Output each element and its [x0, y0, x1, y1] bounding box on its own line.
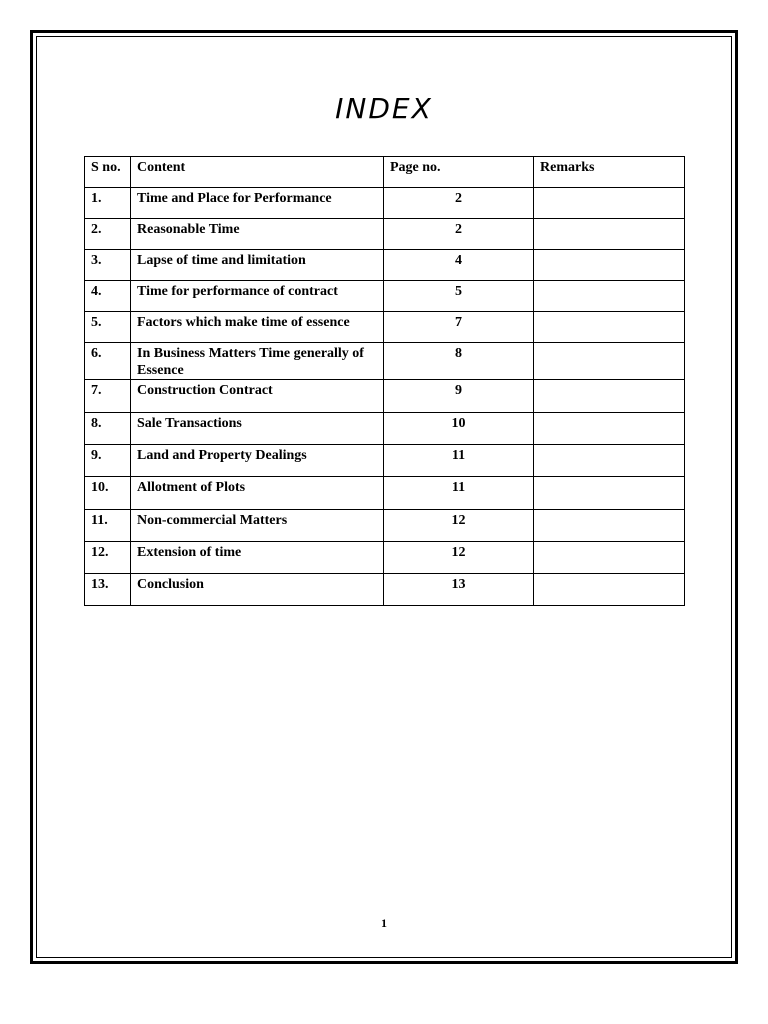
header-remarks: Remarks — [534, 157, 685, 188]
table-header-row — [85, 157, 685, 188]
row-sno: 6. — [85, 343, 131, 380]
row-sno: 2. — [85, 219, 131, 250]
row-page: 8 — [384, 343, 534, 380]
row-page: 10 — [384, 413, 534, 445]
row-sno: 12. — [85, 542, 131, 574]
row-remarks — [534, 219, 685, 250]
row-page: 12 — [384, 542, 534, 574]
row-content: Sale Transactions — [131, 413, 384, 445]
row-content: In Business Matters Time generally of Essence — [131, 343, 384, 380]
row-page: 11 — [384, 477, 534, 510]
row-page: 7 — [384, 312, 534, 343]
table-row — [85, 380, 685, 413]
row-page: 12 — [384, 510, 534, 542]
row-content: Time for performance of contract — [131, 281, 384, 312]
table-body — [85, 188, 685, 606]
row-content: Reasonable Time — [131, 219, 384, 250]
table-row — [85, 250, 685, 281]
table-row — [85, 219, 685, 250]
row-page: 2 — [384, 219, 534, 250]
row-sno: 11. — [85, 510, 131, 542]
row-remarks — [534, 542, 685, 574]
table-row — [85, 510, 685, 542]
header-page: Page no. — [384, 157, 534, 188]
row-content: Extension of time — [131, 542, 384, 574]
row-sno: 5. — [85, 312, 131, 343]
table-row — [85, 281, 685, 312]
row-sno: 3. — [85, 250, 131, 281]
row-page: 11 — [384, 445, 534, 477]
table-row — [85, 312, 685, 343]
row-remarks — [534, 380, 685, 413]
row-remarks — [534, 445, 685, 477]
row-remarks — [534, 574, 685, 606]
table-row — [85, 542, 685, 574]
row-remarks — [534, 250, 685, 281]
row-content: Allotment of Plots — [131, 477, 384, 510]
row-sno: 7. — [85, 380, 131, 413]
header-sno: S no. — [85, 157, 131, 188]
row-remarks — [534, 343, 685, 380]
row-sno: 13. — [85, 574, 131, 606]
index-table — [84, 156, 685, 606]
row-remarks — [534, 188, 685, 219]
row-remarks — [534, 312, 685, 343]
table-row — [85, 445, 685, 477]
page-title: INDEX — [335, 92, 433, 125]
row-sno: 4. — [85, 281, 131, 312]
header-content: Content — [131, 157, 384, 188]
row-page: 2 — [384, 188, 534, 219]
row-sno: 8. — [85, 413, 131, 445]
row-page: 4 — [384, 250, 534, 281]
row-page: 13 — [384, 574, 534, 606]
table-row — [85, 413, 685, 445]
table-row — [85, 477, 685, 510]
row-content: Non-commercial Matters — [131, 510, 384, 542]
row-sno: 10. — [85, 477, 131, 510]
row-page: 9 — [384, 380, 534, 413]
row-content: Lapse of time and limitation — [131, 250, 384, 281]
row-remarks — [534, 413, 685, 445]
row-remarks — [534, 510, 685, 542]
row-content: Conclusion — [131, 574, 384, 606]
table-row — [85, 188, 685, 219]
row-content: Time and Place for Performance — [131, 188, 384, 219]
row-page: 5 — [384, 281, 534, 312]
row-content: Factors which make time of essence — [131, 312, 384, 343]
row-remarks — [534, 477, 685, 510]
row-remarks — [534, 281, 685, 312]
row-sno: 1. — [85, 188, 131, 219]
page-number: 1 — [381, 916, 387, 930]
table-row — [85, 574, 685, 606]
row-content: Land and Property Dealings — [131, 445, 384, 477]
table-row — [85, 343, 685, 380]
row-content: Construction Contract — [131, 380, 384, 413]
row-sno: 9. — [85, 445, 131, 477]
